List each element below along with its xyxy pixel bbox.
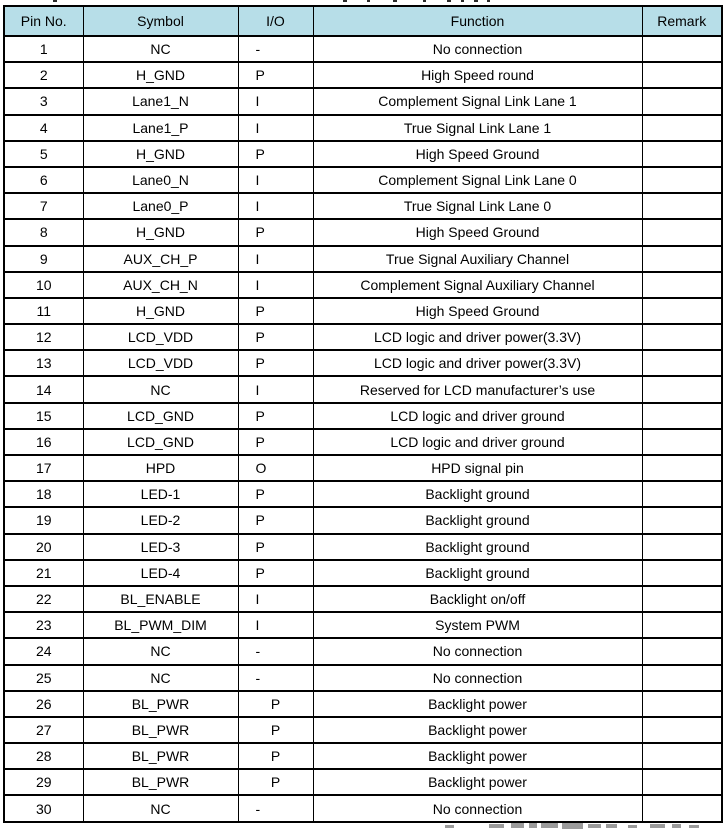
clipped-text-fragment: [689, 825, 699, 828]
table-row: [4, 141, 722, 167]
table-row: [4, 665, 722, 691]
symbol-cell: AUX_CH_N: [83, 272, 238, 298]
pin-assignment-table: [3, 5, 723, 823]
symbol-cell: BL_PWM_DIM: [83, 612, 238, 638]
function-cell: Backlight power: [313, 769, 642, 795]
io-cell: -: [238, 36, 313, 62]
symbol-cell: LCD_GND: [83, 403, 238, 429]
table-row: [4, 115, 722, 141]
pin-cell: 10: [4, 272, 83, 298]
pin-cell: 17: [4, 455, 83, 481]
clipped-text-fragment: [343, 0, 347, 2]
function-cell: Backlight ground: [313, 507, 642, 533]
symbol-cell: LED-1: [83, 481, 238, 507]
io-cell: P: [238, 717, 313, 743]
pin-cell: 13: [4, 350, 83, 376]
column-header-symbol: Symbol: [83, 6, 238, 36]
function-cell: Backlight ground: [313, 481, 642, 507]
remark-cell: [642, 167, 722, 193]
io-cell: P: [238, 481, 313, 507]
table-row: [4, 429, 722, 455]
table-row: [4, 376, 722, 402]
io-cell: I: [238, 246, 313, 272]
table-row: [4, 691, 722, 717]
pin-cell: 1: [4, 36, 83, 62]
remark-cell: [642, 36, 722, 62]
pin-cell: 21: [4, 560, 83, 586]
table-header-row: [4, 6, 722, 36]
column-header-io: I/O: [238, 6, 313, 36]
clipped-bottom-text: [0, 823, 724, 830]
clipped-text-fragment: [529, 823, 537, 828]
pin-cell: 2: [4, 62, 83, 88]
table-row: [4, 638, 722, 664]
remark-cell: [642, 586, 722, 612]
remark-cell: [642, 795, 722, 822]
function-cell: Backlight on/off: [313, 586, 642, 612]
clipped-top-text: [0, 0, 724, 3]
pin-cell: 14: [4, 376, 83, 402]
io-cell: P: [238, 560, 313, 586]
clipped-text-fragment: [447, 0, 451, 2]
pin-cell: 4: [4, 115, 83, 141]
io-cell: P: [238, 769, 313, 795]
remark-cell: [642, 769, 722, 795]
remark-cell: [642, 324, 722, 350]
clipped-text-fragment: [628, 825, 637, 828]
symbol-cell: LCD_VDD: [83, 324, 238, 350]
function-cell: Complement Signal Link Lane 0: [313, 167, 642, 193]
table-row: [4, 167, 722, 193]
remark-cell: [642, 403, 722, 429]
remark-cell: [642, 455, 722, 481]
symbol-cell: BL_ENABLE: [83, 586, 238, 612]
remark-cell: [642, 717, 722, 743]
function-cell: LCD logic and driver ground: [313, 429, 642, 455]
table-row: [4, 403, 722, 429]
function-cell: Complement Signal Auxiliary Channel: [313, 272, 642, 298]
io-cell: P: [238, 350, 313, 376]
pin-cell: 22: [4, 586, 83, 612]
io-cell: I: [238, 167, 313, 193]
table-row: [4, 219, 722, 245]
clipped-text-fragment: [474, 0, 478, 2]
symbol-cell: H_GND: [83, 62, 238, 88]
pin-cell: 18: [4, 481, 83, 507]
symbol-cell: H_GND: [83, 219, 238, 245]
function-cell: Reserved for LCD manufacturer’s use: [313, 376, 642, 402]
clipped-text-fragment: [445, 825, 454, 828]
remark-cell: [642, 88, 722, 114]
io-cell: P: [238, 507, 313, 533]
table-row: [4, 36, 722, 62]
io-cell: P: [238, 62, 313, 88]
clipped-text-fragment: [672, 824, 681, 828]
io-cell: -: [238, 665, 313, 691]
clipped-text-fragment: [393, 0, 397, 2]
function-cell: HPD signal pin: [313, 455, 642, 481]
pin-cell: 9: [4, 246, 83, 272]
remark-cell: [642, 246, 722, 272]
io-cell: I: [238, 272, 313, 298]
table-row: [4, 717, 722, 743]
clipped-text-fragment: [489, 824, 504, 828]
table-row: [4, 743, 722, 769]
column-header-function: Function: [313, 6, 642, 36]
remark-cell: [642, 219, 722, 245]
io-cell: I: [238, 586, 313, 612]
io-cell: P: [238, 403, 313, 429]
function-cell: Backlight power: [313, 717, 642, 743]
clipped-text-fragment: [511, 823, 524, 828]
table-row: [4, 534, 722, 560]
pin-cell: 23: [4, 612, 83, 638]
remark-cell: [642, 272, 722, 298]
function-cell: High Speed Ground: [313, 298, 642, 324]
clipped-text-fragment: [461, 0, 464, 2]
pin-cell: 30: [4, 795, 83, 822]
table-row: [4, 507, 722, 533]
column-header-remark: Remark: [642, 6, 722, 36]
table-row: [4, 769, 722, 795]
function-cell: Complement Signal Link Lane 1: [313, 88, 642, 114]
function-cell: High Speed Ground: [313, 219, 642, 245]
function-cell: System PWM: [313, 612, 642, 638]
io-cell: I: [238, 193, 313, 219]
remark-cell: [642, 141, 722, 167]
io-cell: P: [238, 141, 313, 167]
remark-cell: [642, 638, 722, 664]
function-cell: LCD logic and driver ground: [313, 403, 642, 429]
pin-cell: 26: [4, 691, 83, 717]
remark-cell: [642, 376, 722, 402]
io-cell: P: [238, 298, 313, 324]
table-row: [4, 455, 722, 481]
pin-cell: 19: [4, 507, 83, 533]
pin-cell: 29: [4, 769, 83, 795]
io-cell: I: [238, 376, 313, 402]
function-cell: High Speed Ground: [313, 141, 642, 167]
symbol-cell: NC: [83, 795, 238, 822]
clipped-text-fragment: [53, 0, 57, 2]
io-cell: P: [238, 534, 313, 560]
function-cell: LCD logic and driver power(3.3V): [313, 324, 642, 350]
pin-cell: 15: [4, 403, 83, 429]
table-row: [4, 246, 722, 272]
function-cell: No connection: [313, 36, 642, 62]
table-row: [4, 324, 722, 350]
remark-cell: [642, 429, 722, 455]
pin-cell: 11: [4, 298, 83, 324]
table-row: [4, 272, 722, 298]
symbol-cell: Lane0_P: [83, 193, 238, 219]
symbol-cell: H_GND: [83, 298, 238, 324]
function-cell: No connection: [313, 795, 642, 822]
pin-cell: 16: [4, 429, 83, 455]
symbol-cell: BL_PWR: [83, 743, 238, 769]
remark-cell: [642, 62, 722, 88]
pin-cell: 5: [4, 141, 83, 167]
function-cell: No connection: [313, 665, 642, 691]
io-cell: O: [238, 455, 313, 481]
table-row: [4, 62, 722, 88]
symbol-cell: AUX_CH_P: [83, 246, 238, 272]
symbol-cell: LCD_GND: [83, 429, 238, 455]
function-cell: Backlight power: [313, 691, 642, 717]
clipped-text-fragment: [367, 0, 370, 2]
pin-cell: 25: [4, 665, 83, 691]
table-row: [4, 88, 722, 114]
symbol-cell: BL_PWR: [83, 717, 238, 743]
clipped-text-fragment: [541, 823, 558, 828]
symbol-cell: HPD: [83, 455, 238, 481]
symbol-cell: LED-3: [83, 534, 238, 560]
clipped-text-fragment: [588, 824, 601, 828]
pin-cell: 8: [4, 219, 83, 245]
function-cell: Backlight power: [313, 743, 642, 769]
pin-cell: 7: [4, 193, 83, 219]
clipped-text-fragment: [423, 0, 426, 2]
table-row: [4, 298, 722, 324]
symbol-cell: NC: [83, 665, 238, 691]
remark-cell: [642, 612, 722, 638]
remark-cell: [642, 560, 722, 586]
pin-cell: 27: [4, 717, 83, 743]
io-cell: P: [238, 691, 313, 717]
function-cell: High Speed round: [313, 62, 642, 88]
table-row: [4, 586, 722, 612]
io-cell: P: [238, 429, 313, 455]
io-cell: -: [238, 638, 313, 664]
io-cell: P: [238, 324, 313, 350]
symbol-cell: LED-4: [83, 560, 238, 586]
remark-cell: [642, 665, 722, 691]
table-row: [4, 612, 722, 638]
symbol-cell: Lane1_N: [83, 88, 238, 114]
remark-cell: [642, 743, 722, 769]
symbol-cell: LED-2: [83, 507, 238, 533]
pin-cell: 6: [4, 167, 83, 193]
pin-cell: 3: [4, 88, 83, 114]
column-header-pin-no: Pin No.: [4, 6, 83, 36]
symbol-cell: BL_PWR: [83, 691, 238, 717]
remark-cell: [642, 507, 722, 533]
symbol-cell: NC: [83, 638, 238, 664]
symbol-cell: NC: [83, 376, 238, 402]
remark-cell: [642, 193, 722, 219]
function-cell: True Signal Auxiliary Channel: [313, 246, 642, 272]
remark-cell: [642, 534, 722, 560]
remark-cell: [642, 350, 722, 376]
pin-cell: 28: [4, 743, 83, 769]
clipped-text-fragment: [650, 824, 665, 828]
remark-cell: [642, 481, 722, 507]
table-row: [4, 560, 722, 586]
clipped-text-fragment: [562, 823, 583, 829]
remark-cell: [642, 115, 722, 141]
symbol-cell: NC: [83, 36, 238, 62]
io-cell: P: [238, 743, 313, 769]
function-cell: True Signal Link Lane 1: [313, 115, 642, 141]
function-cell: Backlight ground: [313, 560, 642, 586]
table-row: [4, 481, 722, 507]
remark-cell: [642, 298, 722, 324]
function-cell: Backlight ground: [313, 534, 642, 560]
pin-cell: 24: [4, 638, 83, 664]
table-row: [4, 795, 722, 822]
io-cell: I: [238, 115, 313, 141]
pin-cell: 12: [4, 324, 83, 350]
symbol-cell: Lane0_N: [83, 167, 238, 193]
io-cell: -: [238, 795, 313, 822]
function-cell: No connection: [313, 638, 642, 664]
symbol-cell: H_GND: [83, 141, 238, 167]
pin-cell: 20: [4, 534, 83, 560]
io-cell: P: [238, 219, 313, 245]
symbol-cell: BL_PWR: [83, 769, 238, 795]
symbol-cell: LCD_VDD: [83, 350, 238, 376]
clipped-text-fragment: [606, 824, 617, 828]
function-cell: True Signal Link Lane 0: [313, 193, 642, 219]
remark-cell: [642, 691, 722, 717]
function-cell: LCD logic and driver power(3.3V): [313, 350, 642, 376]
table-row: [4, 193, 722, 219]
clipped-text-fragment: [487, 0, 490, 2]
io-cell: I: [238, 88, 313, 114]
io-cell: I: [238, 612, 313, 638]
table-row: [4, 350, 722, 376]
symbol-cell: Lane1_P: [83, 115, 238, 141]
